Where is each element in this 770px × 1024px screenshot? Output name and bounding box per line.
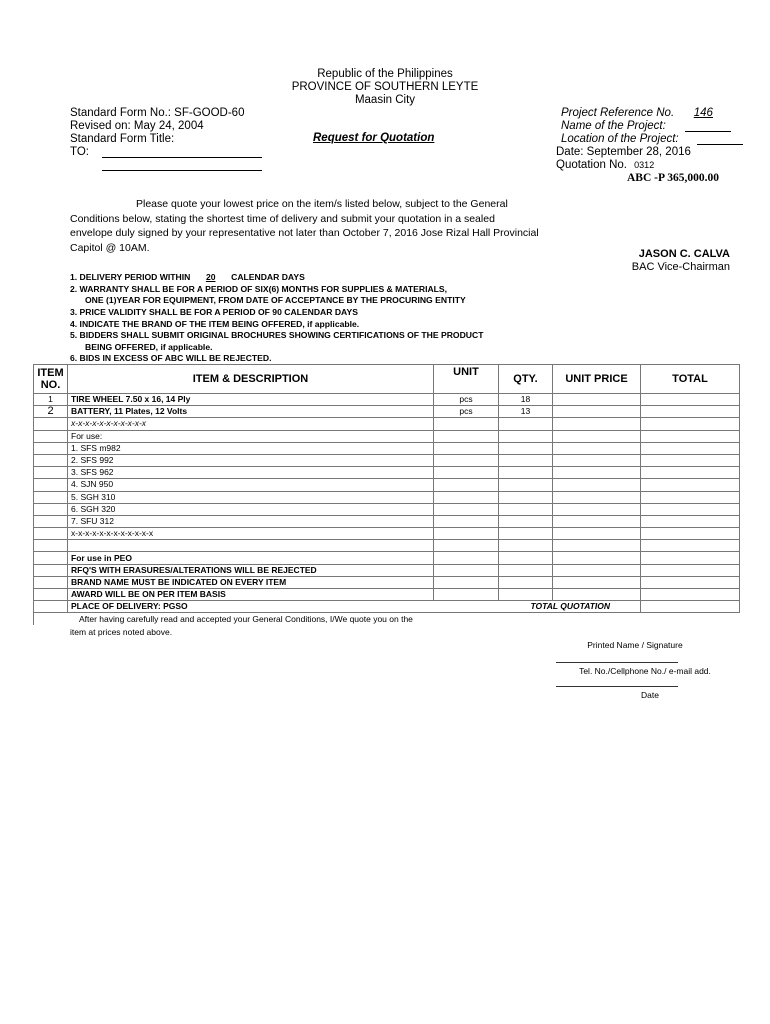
date-label: Date: [641, 690, 659, 700]
table-row: [34, 503, 740, 515]
note-cell: 2. SFS 992: [68, 454, 434, 466]
table-row: [34, 576, 740, 588]
to-line-1: [102, 157, 262, 158]
condition-1-prefix: 1. DELIVERY PERIOD WITHIN: [70, 272, 193, 282]
tel-label: Tel. No./Cellphone No./ e-mail add.: [579, 666, 711, 676]
project-location-label: Location of the Project:: [561, 133, 679, 145]
signatory-name: JASON C. CALVA: [638, 248, 730, 260]
table-row: [34, 454, 740, 466]
condition-1: [70, 272, 305, 282]
condition-5b: BEING OFFERED, if applicable.: [85, 342, 213, 352]
note-cell: 1. SFS m982: [68, 442, 434, 454]
table-row: [34, 467, 740, 479]
table-row: [34, 564, 740, 576]
table-row: [34, 418, 740, 430]
quotation-number-value: 0312: [634, 160, 655, 170]
item-total-cell[interactable]: [641, 406, 740, 418]
header-unit: UNIT: [434, 365, 499, 394]
project-name: [561, 120, 666, 132]
table-row: [34, 442, 740, 454]
abc-amount: ABC -P 365,000.00: [627, 172, 719, 184]
form-title-label: Standard Form Title:: [70, 133, 175, 145]
project-reference: [561, 107, 729, 119]
project-name-label: Name of the Project:: [561, 120, 666, 132]
table-row: [34, 528, 740, 540]
condition-5a: 5. BIDDERS SHALL SUBMIT ORIGINAL BROCHURES SHOWING CERTIFICATIONS OF THE PRODUCT: [70, 330, 484, 340]
quotation-date: Date: September 28, 2016: [556, 146, 691, 158]
footer-note-cell: BRAND NAME MUST BE INDICATED ON EVERY ITEM: [68, 576, 434, 588]
closing-line-1: After having carefully read and accepted your General Conditions, I/We quote you on the: [79, 614, 413, 624]
note-cell: 4. SJN 950: [68, 479, 434, 491]
condition-2a: 2. WARRANTY SHALL BE FOR A PERIOD OF SIX(6) MONTHS FOR SUPPLIES & MATERIALS,: [70, 284, 448, 294]
signatory-title: BAC Vice-Chairman: [631, 261, 730, 273]
revised-date: Revised on: May 24, 2004: [70, 120, 204, 132]
condition-3: 3. PRICE VALIDITY SHALL BE FOR A PERIOD OF 90 CALENDAR DAYS: [70, 307, 358, 317]
project-name-line: [685, 131, 731, 132]
note-cell: x-x-x-x-x-x-x-x-x-x-x-x: [68, 528, 434, 540]
condition-1-days: 20: [205, 272, 216, 282]
table-row: [34, 394, 740, 406]
item-qty-cell: 18: [499, 394, 553, 406]
footer-note-cell: For use in PEO: [68, 552, 434, 564]
condition-1-suffix: CALENDAR DAYS: [228, 272, 305, 282]
table-row: [34, 589, 740, 601]
note-cell: [68, 540, 434, 552]
header-republic: Republic of the Philippines: [317, 68, 453, 80]
item-desc-cell: BATTERY, 11 Plates, 12 Volts: [68, 406, 434, 418]
table-row: [34, 406, 740, 418]
footer-note-cell: AWARD WILL BE ON PER ITEM BASIS: [68, 589, 434, 601]
header-total: TOTAL: [641, 365, 740, 394]
table-row: [34, 491, 740, 503]
table-row: [34, 601, 740, 613]
item-no-cell: 1: [34, 394, 68, 406]
intro-paragraph: [70, 197, 540, 255]
form-number: Standard Form No.: SF-GOOD-60: [70, 107, 245, 119]
table-header-row: [34, 365, 740, 394]
closing-line-2: item at prices noted above.: [70, 627, 173, 637]
header-city: Maasin City: [354, 94, 416, 106]
note-cell: 5. SGH 310: [68, 491, 434, 503]
item-unit-cell: pcs: [434, 406, 499, 418]
item-no-cell: 2: [34, 406, 68, 418]
table-row: [34, 430, 740, 442]
project-ref-label: Project Reference No.: [561, 107, 675, 119]
total-quotation-label: TOTAL QUOTATION: [434, 601, 641, 613]
to-label: TO:: [70, 146, 89, 158]
header-item-no: ITEM NO.: [34, 365, 68, 394]
table-row: [34, 479, 740, 491]
header-qty: QTY.: [499, 365, 553, 394]
note-cell: For use:: [68, 430, 434, 442]
total-quotation-value-cell[interactable]: [641, 601, 740, 613]
footer-note-cell: PLACE OF DELIVERY: PGSO: [68, 601, 434, 613]
note-cell: 7. SFU 312: [68, 515, 434, 527]
condition-4: 4. INDICATE THE BRAND OF THE ITEM BEING OFFERED, if applicable.: [70, 319, 360, 329]
date-line: [556, 686, 678, 687]
header-unit-price: UNIT PRICE: [553, 365, 641, 394]
project-ref-value: 146: [693, 107, 713, 119]
note-cell: x-x-x-x-x-x-x-x-x-x-x: [68, 418, 434, 430]
project-location: [561, 133, 679, 145]
table-row: [34, 540, 740, 552]
header-province: PROVINCE OF SOUTHERN LEYTE: [291, 81, 479, 93]
table-row: [34, 515, 740, 527]
intro-text: Please quote your lowest price on the item/s listed below, subject to the General Conditions below, stating the shortest time of delivery and submit your quotation in a sealed envelope duly signed by your representative not later than October 7, 2016 Jose Rizal Hall Provincial Capitol @ 10AM.: [70, 198, 539, 254]
note-cell: 3. SFS 962: [68, 467, 434, 479]
quotation-number: [556, 159, 654, 171]
item-unit-price-cell[interactable]: [553, 394, 641, 406]
condition-2b: ONE (1)YEAR FOR EQUIPMENT, FROM DATE OF ACCEPTANCE BY THE PROCURING ENTITY: [85, 295, 466, 305]
tel-line: [556, 662, 678, 663]
footer-note-cell: RFQ'S WITH ERASURES/ALTERATIONS WILL BE REJECTED: [68, 564, 434, 576]
quotation-table: [33, 364, 740, 625]
item-unit-cell: pcs: [434, 394, 499, 406]
quotation-number-label: Quotation No.: [556, 159, 627, 171]
document-title: Request for Quotation: [313, 132, 435, 144]
header-description: ITEM & DESCRIPTION: [68, 365, 434, 394]
note-cell: 6. SGH 320: [68, 503, 434, 515]
project-location-line: [697, 144, 743, 145]
table-row: [34, 552, 740, 564]
to-line-2: [102, 170, 262, 171]
item-unit-price-cell[interactable]: [553, 406, 641, 418]
item-desc-cell: TIRE WHEEL 7.50 x 16, 14 Ply: [68, 394, 434, 406]
printed-name-label: Printed Name / Signature: [587, 640, 683, 650]
item-qty-cell: 13: [499, 406, 553, 418]
item-total-cell[interactable]: [641, 394, 740, 406]
condition-6: 6. BIDS IN EXCESS OF ABC WILL BE REJECTED.: [70, 353, 272, 363]
